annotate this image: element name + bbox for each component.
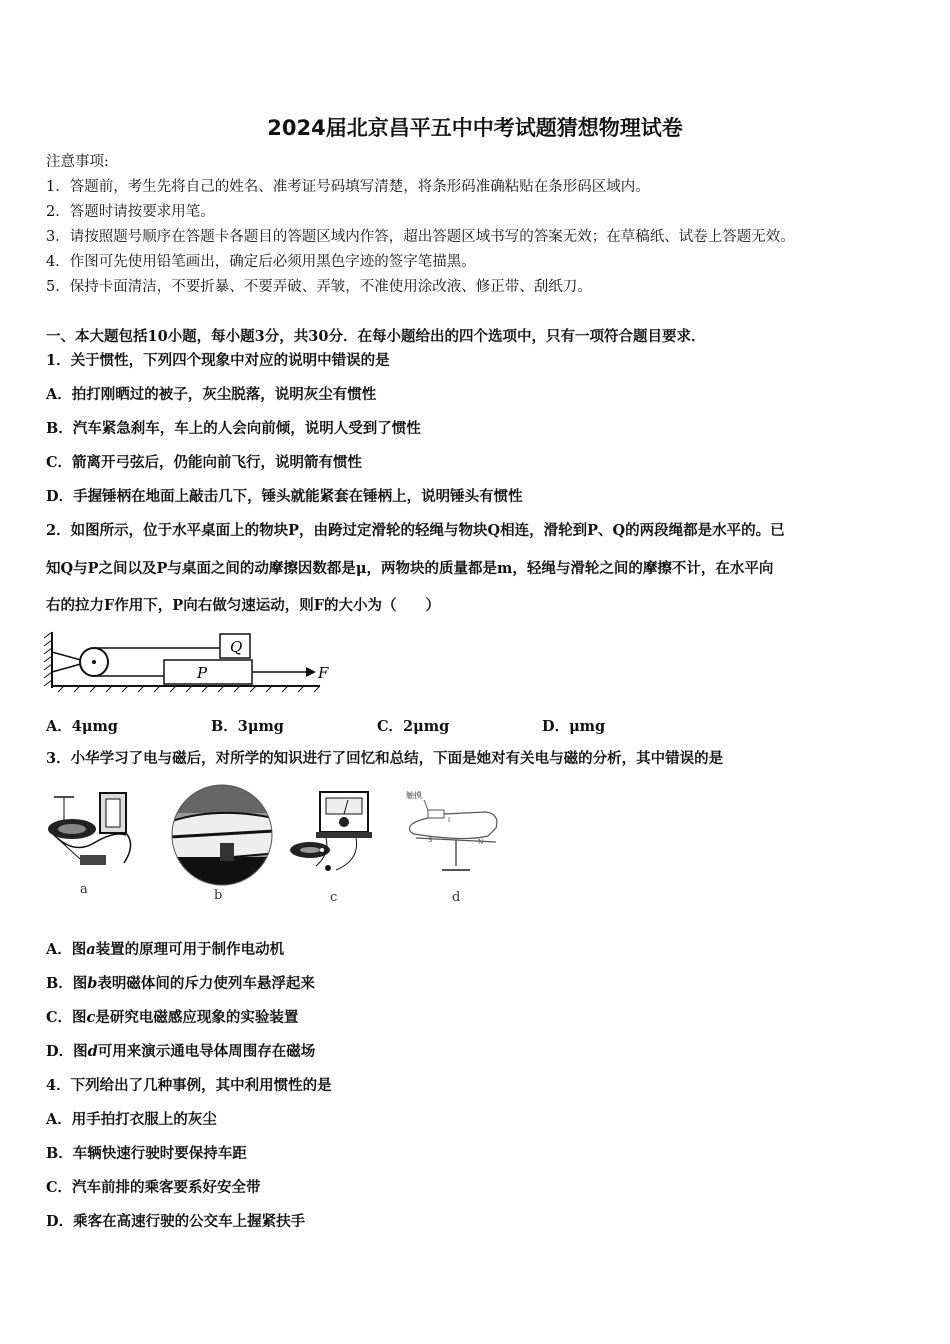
- q4-option-b: B．车辆快速行驶时要保持车距: [46, 1145, 247, 1162]
- q4-option-a: A．用手拍打衣服上的灰尘: [46, 1111, 217, 1128]
- notice-item: 5．保持卡面清洁，不要折暴、不要弄破、弄皱，不准使用涂改液、修正带、刮纸刀。: [46, 279, 592, 295]
- figure-b-caption: b: [214, 888, 223, 903]
- figure-d-touch-label: 触摸: [406, 791, 422, 800]
- q4-option-c: C．汽车前排的乘客要系好安全带: [46, 1179, 261, 1196]
- notice-item: 2．答题时请按要求用笔。: [46, 204, 215, 220]
- force-f-label: F: [318, 664, 329, 682]
- svg-text:S: S: [428, 836, 433, 844]
- section-heading: 一、本大题包括10小题，每小题3分，共30分．在每小题给出的四个选项中，只有一项符合题目要求．: [46, 328, 706, 345]
- question-2-stem-line: 知Q与P之间以及P与桌面之间的动摩擦因数都是μ，两物块的质量都是m，轻绳与滑轮之间的摩擦不计，在水平向: [46, 560, 774, 577]
- question-2-stem-line: 右的拉力F作用下，P向右做匀速运动，则F的大小为（ ）: [46, 597, 440, 614]
- notice-item: 1．答题前，考生先将自己的姓名、准考证号码填写清楚，将条形码准确粘贴在条形码区域内。: [46, 179, 650, 195]
- question-3-stem: 3．小华学习了电与磁后，对所学的知识进行了回忆和总结，下面是她对有关电与磁的分析，其中错误的是: [46, 750, 724, 767]
- figure-d-oersted: [404, 788, 508, 880]
- q2-option-c: C．2μmg: [377, 718, 450, 735]
- page-title: 2024届北京昌平五中中考试题猜想物理试卷: [267, 116, 683, 140]
- q1-option-c: C．箭离开弓弦后，仍能向前飞行，说明箭有惯性: [46, 454, 363, 471]
- notice-heading: 注意事项:: [46, 154, 109, 170]
- q2-option-b: B．3μmg: [211, 718, 284, 735]
- q3-option-d: D．图d可用来演示通电导体周围存在磁场: [46, 1043, 316, 1060]
- svg-text:I: I: [448, 816, 451, 824]
- figure-c-caption: c: [330, 890, 338, 905]
- notice-item: 3．请按照题号顺序在答题卡各题目的答题区域内作答，超出答题区域书写的答案无效；在草稿纸、试卷上答题无效。: [46, 229, 795, 245]
- figure-b-maglev: [166, 783, 278, 887]
- q1-option-a: A．拍打刚晒过的被子，灰尘脱落，说明灰尘有惯性: [46, 386, 377, 403]
- q2-option-d: D．μmg: [542, 718, 606, 735]
- block-q-label: Q: [230, 638, 243, 656]
- q4-option-d: D．乘客在高速行驶的公交车上握紧扶手: [46, 1213, 306, 1230]
- question-2-stem-line: 2．如图所示，位于水平桌面上的物块P，由跨过定滑轮的轻绳与物块Q相连，滑轮到P、Q的两段绳都是水平的。已: [46, 522, 785, 539]
- q1-option-d: D．手握锤柄在地面上敲击几下，锤头就能紧套在锤柄上，说明锤头有惯性: [46, 488, 523, 505]
- question-1-stem: 1．关于惯性，下列四个现象中对应的说明中错误的是: [46, 352, 390, 369]
- notice-item: 4．作图可先使用铅笔画出，确定后必须用黑色字迹的签字笔描黑。: [46, 254, 476, 270]
- q1-option-b: B．汽车紧急刹车，车上的人会向前倾，说明人受到了惯性: [46, 420, 421, 437]
- question-4-stem: 4．下列给出了几种事例，其中利用惯性的是: [46, 1077, 332, 1094]
- figure-d-caption: d: [452, 890, 461, 905]
- figure-a-motor: [44, 785, 144, 880]
- figure-a-caption: a: [80, 882, 88, 897]
- figure-c-galvanometer: [286, 788, 386, 880]
- q3-option-b: B．图b表明磁体间的斥力使列车悬浮起来: [46, 975, 315, 992]
- q3-option-c: C．图c是研究电磁感应现象的实验装置: [46, 1009, 299, 1026]
- block-p-label: P: [197, 664, 208, 682]
- q2-option-a: A．4μmg: [46, 718, 118, 735]
- pulley-block-figure: [44, 628, 334, 694]
- q3-option-a: A．图a装置的原理可用于制作电动机: [46, 941, 285, 958]
- svg-text:N: N: [478, 838, 484, 846]
